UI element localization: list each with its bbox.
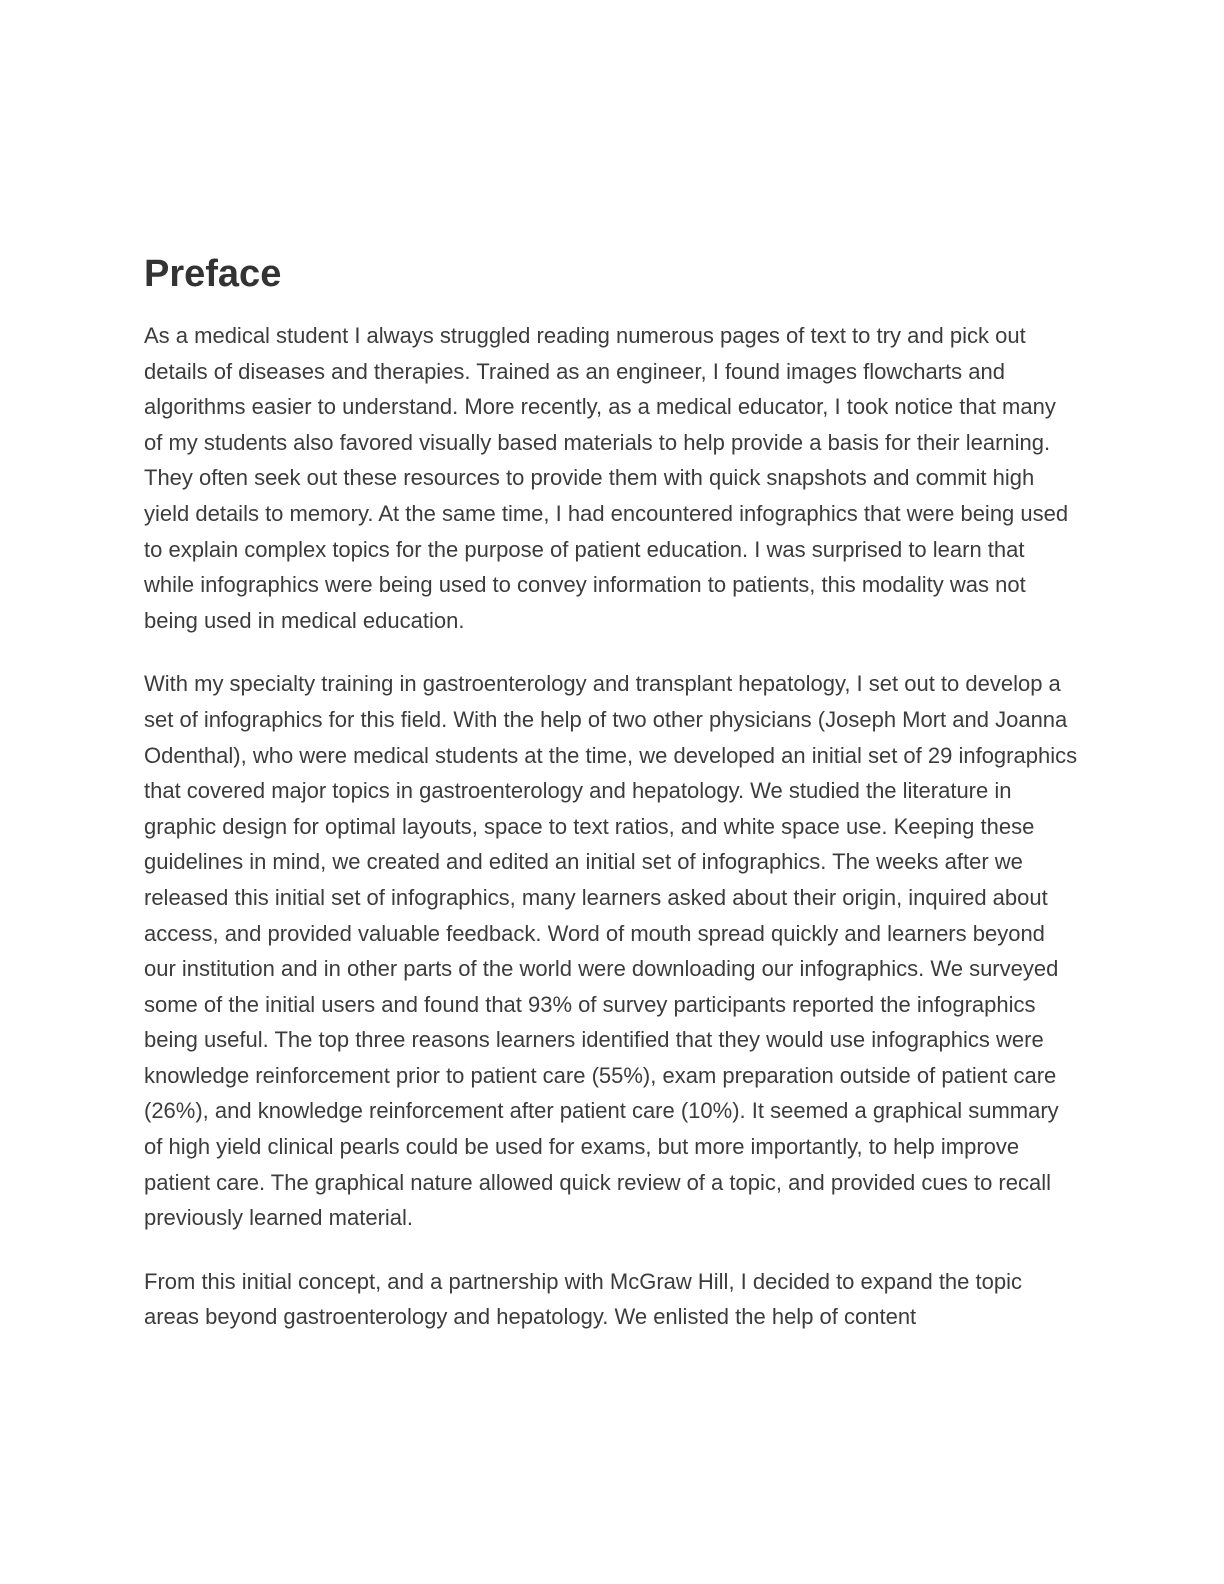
paragraph-1: As a medical student I always struggled reading numerous pages of text to try and pick out details of diseases and therapies. Trained as an engineer, I found images flowcharts and algorithms easier to understand. More recently, as a medical educator, I took notice that many of my students also favored visually based materials to help provide a basis for their learning. They often seek out these resources to provide them with quick snapshots and commit high yield details to memory. At the same time, I had encountered infographics that were being used to explain complex topics for the purpose of patient education. I was surprised to learn that while infographics were being used to convey information to patients, this modality was not being used in medical education. bbox=[144, 323, 1069, 633]
paragraph-3: From this initial concept, and a partnership with McGraw Hill, I decided to expand the topic areas beyond gastroenterology and hepatology. We enlisted the help of content bbox=[144, 1268, 1022, 1330]
page-content bbox=[144, 250, 1080, 1363]
paragraph-2: With my specialty training in gastroenterology and transplant hepatology, I set out to develop a set of infographics for this field. With the help of two other physicians (Joseph Mort and Joanna Odenthal), who were medical students at the time, we developed an initial set of 29 infographics that covered major topics in gastroenterology and hepatology. We studied the literature in graphic design for optimal layouts, space to text ratios, and white space use. Keeping these guidelines in mind, we created and edited an initial set of infographics. The weeks after we released this initial set of infographics, many learners asked about their origin, inquired about access, and provided valuable feedback. Word of mouth spread quickly and learners beyond our institution and in other parts of the world were downloading our infographics. We surveyed some of the initial users and found that 93% of survey participants reported the infographics being useful. The top three reasons learners identified that they would use infographics were knowledge reinforcement prior to patient care (55%), exam preparation outside of patient care (26%), and knowledge reinforcement after patient care (10%). It seemed a graphical summary of high yield clinical pearls could be used for exams, but more importantly, to help improve patient care. The graphical nature allowed quick review of a topic, and provided cues to recall previously learned material. bbox=[144, 671, 1078, 1231]
page-title: Preface bbox=[144, 253, 282, 295]
